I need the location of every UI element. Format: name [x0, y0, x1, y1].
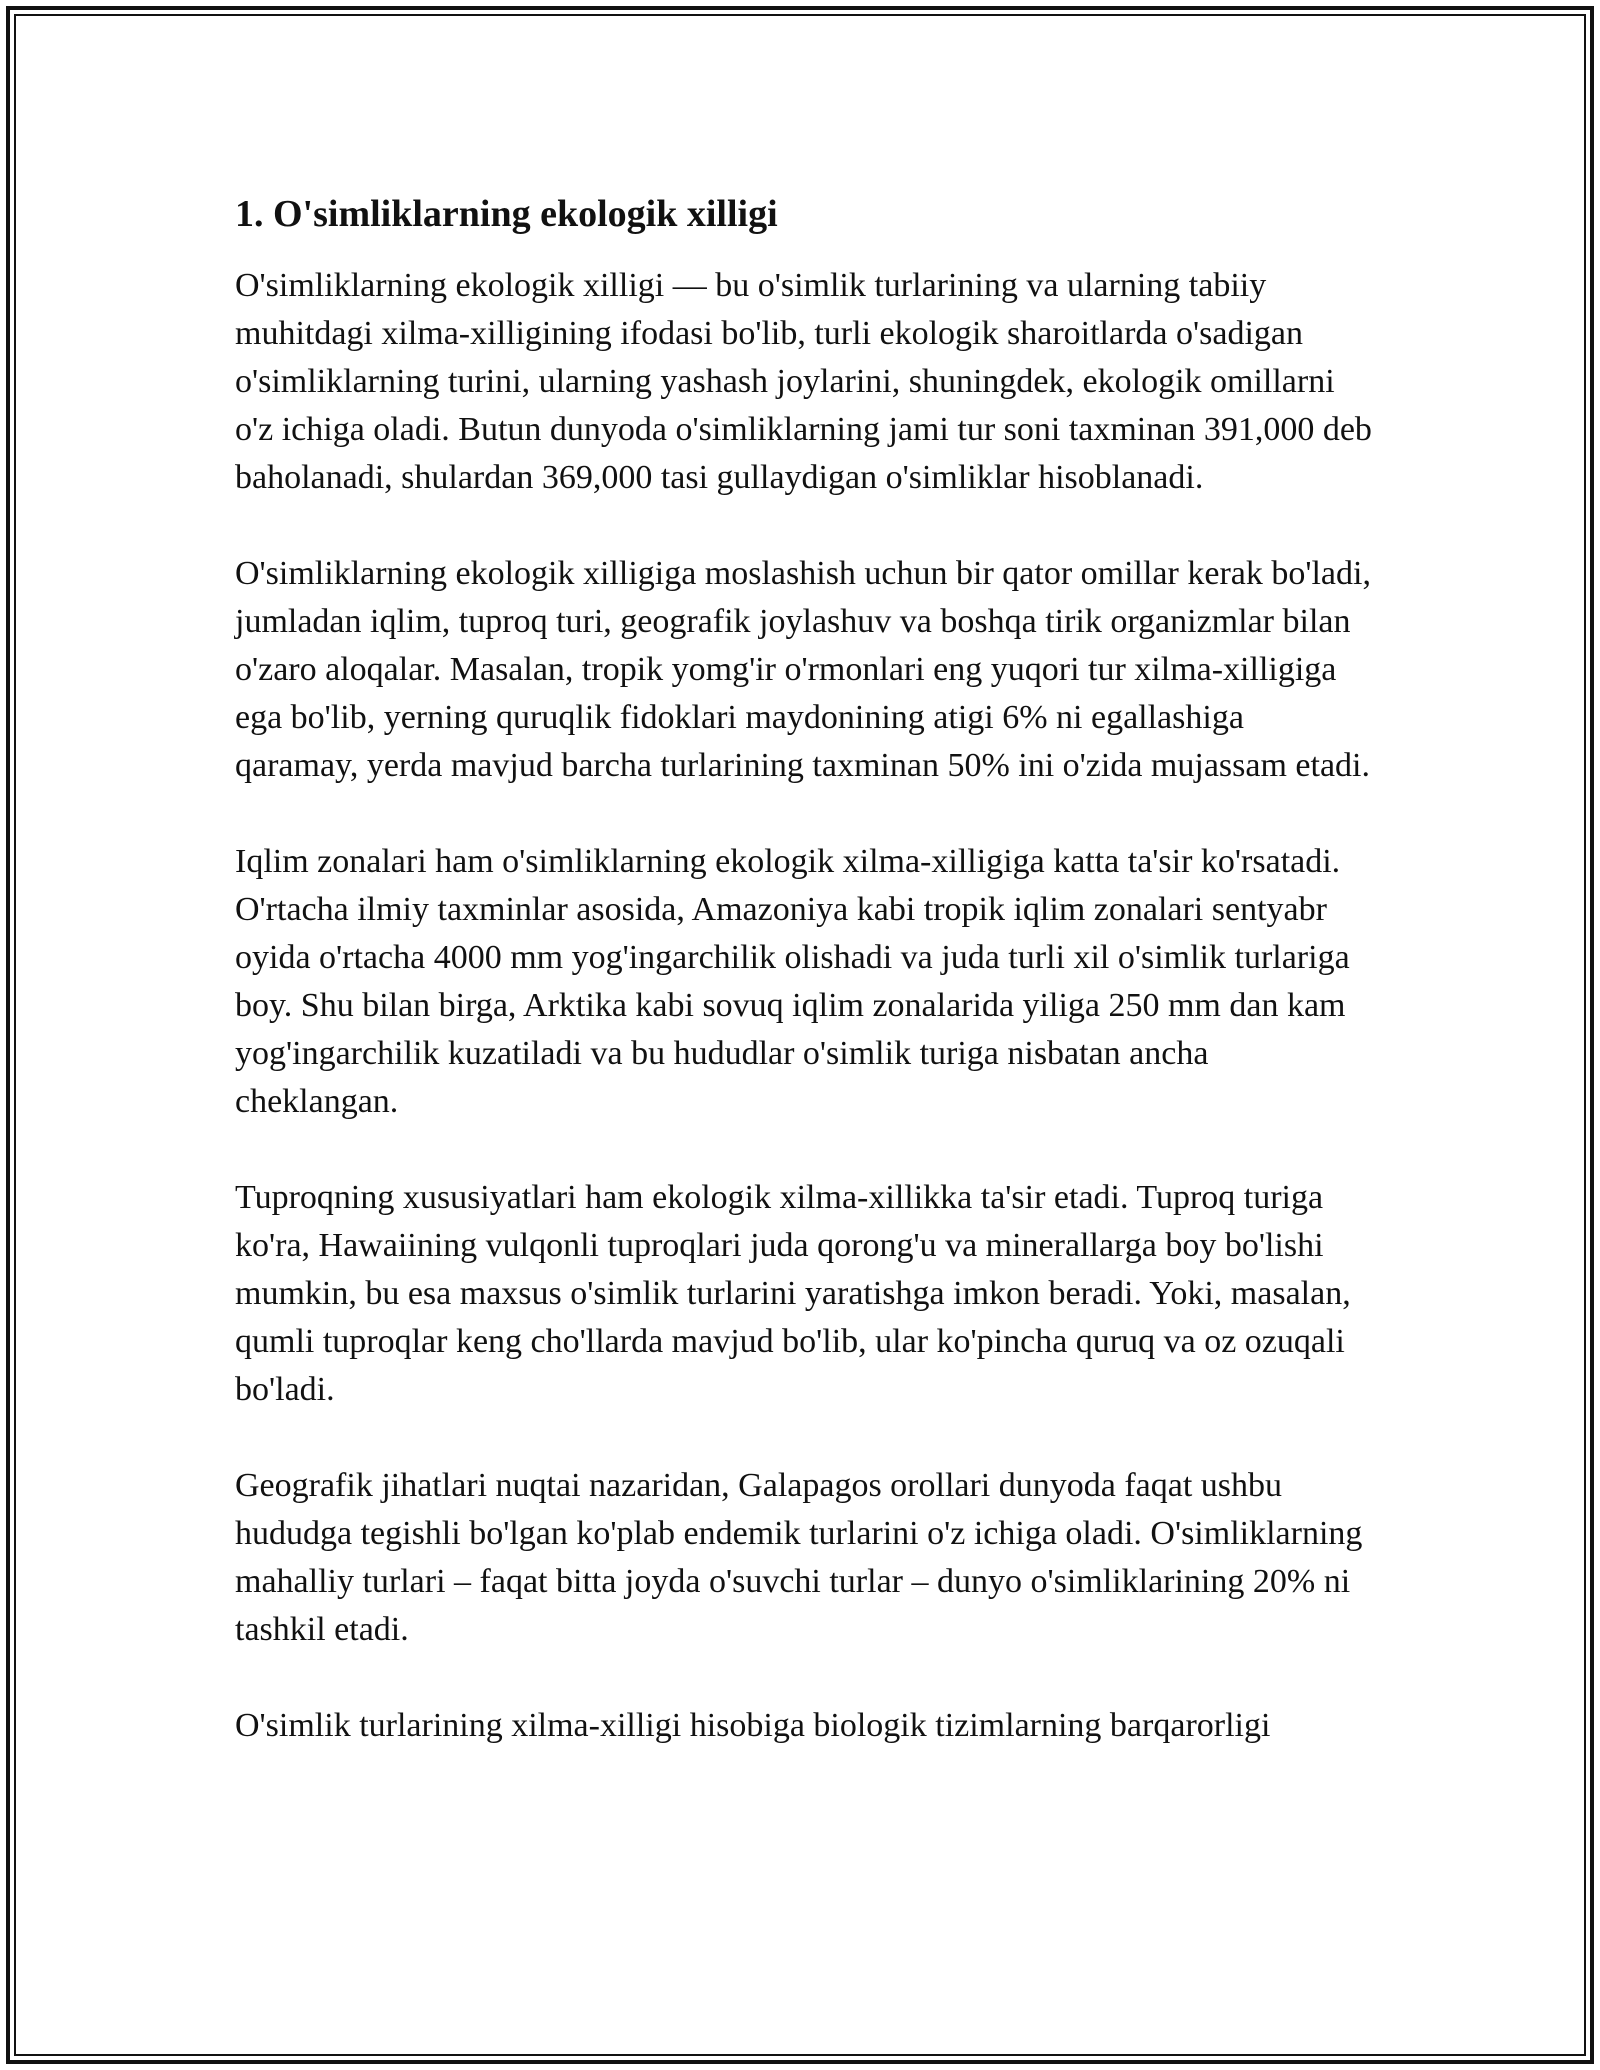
paragraph-4: Tuproqning xususiyatlari ham ekologik xilma-xillikka ta'sir etadi. Tuproq turiga ko'ra, Hawaiining vulqonli tuproqlari juda qorong'u va minerallarga boy bo'lishi mumkin, bu esa maxsus o'simlik turlarini yaratishga imkon beradi. Yoki, masalan, qumli tuproqlar keng cho'llarda mavjud bo'lib, ular ko'pincha quruq va oz ozuqali bo'ladi. — [235, 1179, 1351, 1408]
section-heading: 1. O'simliklarning ekologik xilligi — [235, 193, 778, 235]
paragraph-3: Iqlim zonalari ham o'simliklarning ekologik xilma-xilligiga katta ta'sir ko'rsatadi. O'rtacha ilmiy taxminlar asosida, Amazoniya kabi tropik iqlim zonalari sentyabr oyida o'rtacha 4000 mm yog'ingarchilik olishadi va juda turli xil o'simlik turlariga boy. Shu bilan birga, Arktika kabi sovuq iqlim zonalarida yiliga 250 mm dan kam yog'ingarchilik kuzatiladi va bu hududlar o'simlik turiga nisbatan ancha cheklangan. — [235, 843, 1350, 1120]
paragraph-5: Geografik jihatlari nuqtai nazaridan, Galapagos orollari dunyoda faqat ushbu hududga tegishli bo'lgan ko'plab endemik turlarini o'z ichiga oladi. O'simliklarning mahalliy turlari – faqat bitta joyda o'suvchi turlar – dunyo o'simliklarining 20% ni tashkil etadi. — [235, 1467, 1363, 1648]
document-body — [235, 188, 1375, 1798]
paragraph-1: O'simliklarning ekologik xilligi — bu o'simlik turlarining va ularning tabiiy muhitdagi xilma-xilligining ifodasi bo'lib, turli ekologik sharoitlarda o'sadigan o'simliklarning turini, ularning yashash joylarini, shuningdek, ekologik omillarni o'z ichiga oladi. Butun dunyoda o'simliklarning jami tur soni taxminan 391,000 deb baholanadi, shulardan 369,000 tasi gullaydigan o'simliklar hisoblanadi. — [235, 267, 1372, 496]
paragraph-2: O'simliklarning ekologik xilligiga moslashish uchun bir qator omillar kerak bo'ladi, jumladan iqlim, tuproq turi, geografik joylashuv va boshqa tirik organizmlar bilan o'zaro aloqalar. Masalan, tropik yomg'ir o'rmonlari eng yuqori tur xilma-xilligiga ega bo'lib, yerning quruqlik fidoklari maydonining atigi 6% ni egallashiga qaramay, yerda mavjud barcha turlarining taxminan 50% ini o'zida mujassam etadi. — [235, 555, 1371, 784]
paragraph-6: O'simlik turlarining xilma-xilligi hisobiga biologik tizimlarning barqarorligi — [235, 1707, 1271, 1744]
